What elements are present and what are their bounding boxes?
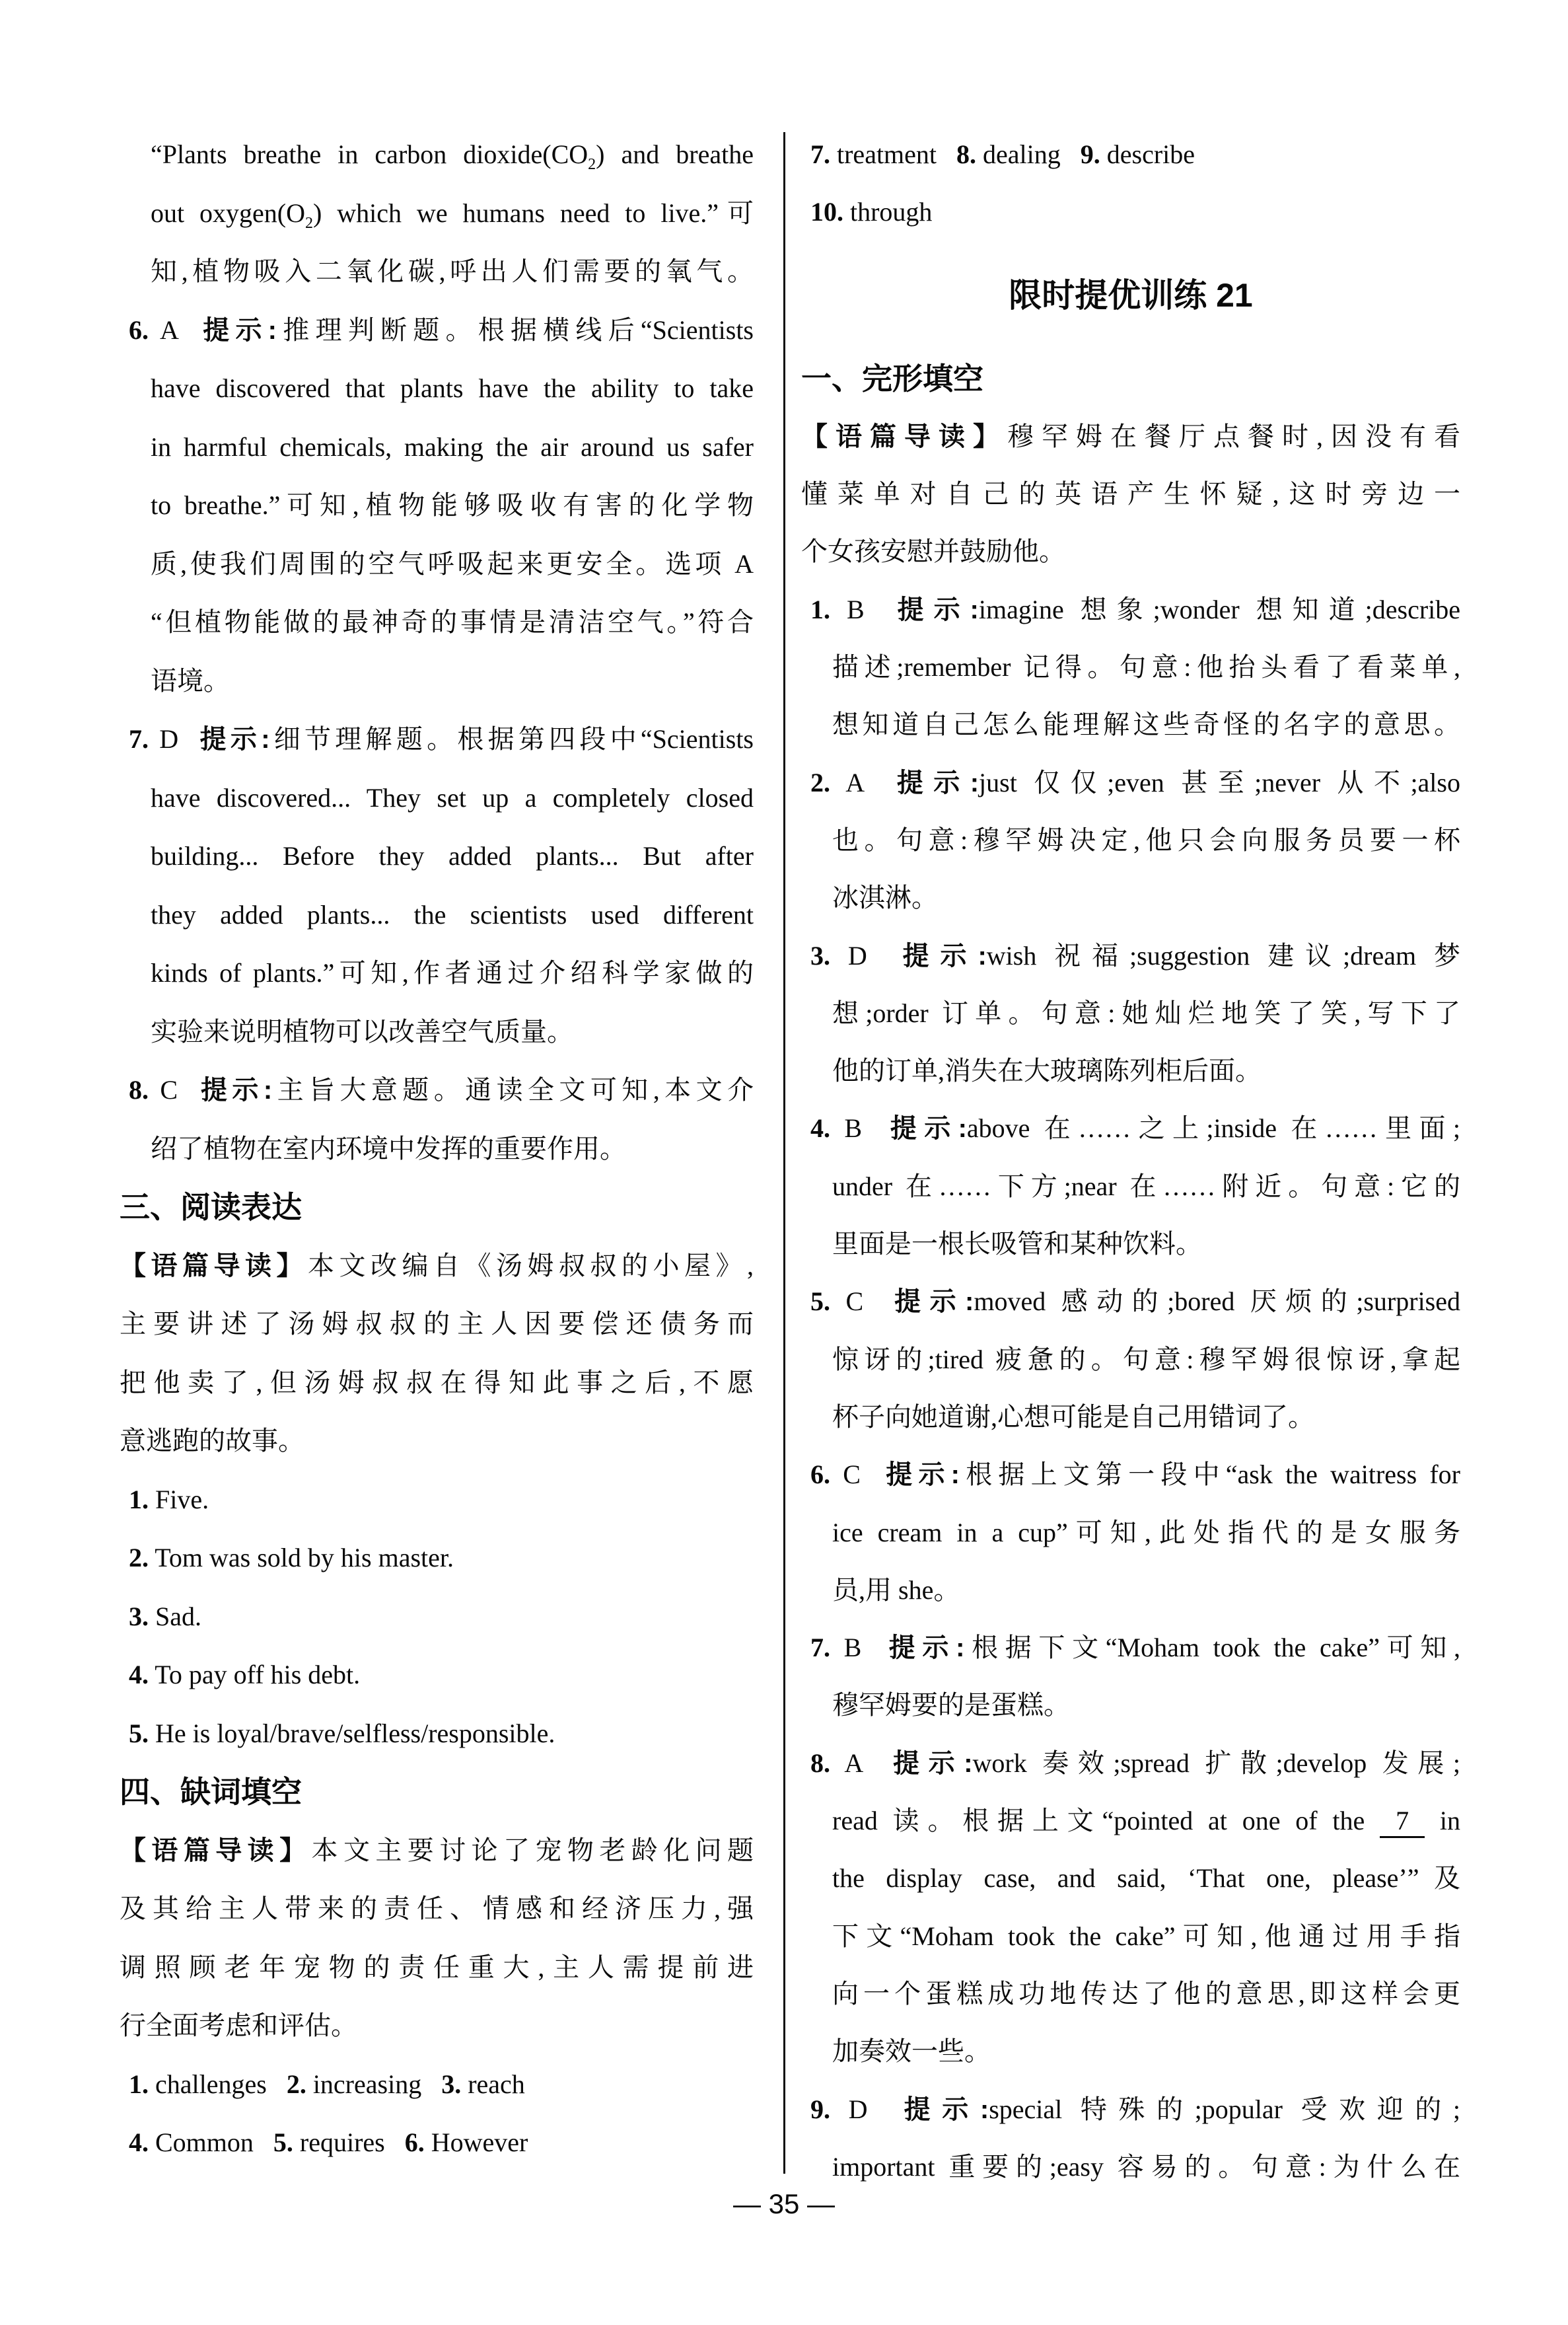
text-line [801,1965,1460,2022]
text-segment: 主要讲述了汤姆叔叔的主人因要偿还债务而 [120,1309,754,1339]
text-segment: C [830,1286,895,1317]
right-column [801,126,1460,2196]
text-segment: C [149,1075,201,1105]
text-segment: 行全面考虑和评估。 [120,2011,357,2040]
left-column [120,126,754,2172]
section-heading [801,350,1460,408]
bold-label: 【语篇导读】 [120,1251,308,1280]
text-segment: Tom was sold by his master. [149,1543,454,1572]
text-line [120,1822,754,1880]
text-segment: D [830,940,903,971]
item-number: 1. [129,2069,149,2099]
text-line [801,1676,1460,1734]
text-line [801,1907,1460,1965]
item-number: 7. [810,139,830,169]
bold-label: 提示: [902,941,987,971]
item-number: 3. [441,2069,462,2099]
text-segment: above 在……之上;inside 在……里面; [966,1113,1460,1144]
item-number: 2. [286,2069,306,2099]
text-segment: However [424,2127,528,2157]
text-line [801,2022,1460,2080]
text-line [801,2138,1460,2196]
item-number: 6. [404,2127,425,2157]
text-line [120,593,754,652]
bold-label: 【语篇导读】 [801,422,1007,451]
bold-label: 提示: [200,1076,273,1105]
bold-label: 提示: [893,1748,973,1778]
text-segment: requires [293,2127,405,2157]
text-line [801,1215,1460,1273]
text-segment: 里面是一根长吸管和某种饮料。 [832,1229,1202,1259]
text-line [801,869,1460,926]
text-segment: 描述;remember 记得。句意:他抬头看了看菜单, [832,652,1460,683]
text-line [120,1237,754,1296]
item-number: 8. [810,1748,830,1778]
text-segment: have discovered that plants have the ability to take [151,373,754,403]
bold-label: 提示: [890,1114,967,1144]
text-line [120,359,754,418]
item-number: 9. [1080,139,1100,169]
text-segment: 个女孩安慰并鼓励他。 [801,536,1065,567]
blank-underline-answer: 7 [1380,1806,1425,1838]
text-line [120,1412,754,1471]
text-line [120,1003,754,1062]
text-segment: 下文“Moham took the cake”可知,他通过用手指 [832,1921,1460,1951]
text-segment: Common [149,2127,273,2157]
text-segment: treatment [830,139,957,169]
text-segment: 推理判断题。根据横线后“Scientists [277,314,754,345]
text-segment: 把他卖了,但汤姆叔叔在得知此事之后,不愿 [120,1367,754,1397]
text-segment: He is loyal/brave/selfless/responsible. [149,1718,555,1748]
bold-label: 提示: [886,1460,960,1490]
item-number: 1. [129,1484,149,1514]
text-segment: 员,用 she。 [832,1574,960,1605]
text-segment: building... Before they added plants... But after [151,841,754,871]
text-segment: special 特殊的;popular 受欢迎的; [989,2094,1460,2124]
item-number: 6. [129,314,149,345]
item-number: 10. [810,197,843,227]
text-segment: 本文改编自《汤姆叔叔的小屋》, [308,1250,754,1280]
text-line [120,944,754,1003]
text-segment: 加奏效一些。 [832,2036,991,2067]
text-segment: the display case, and said, ‘That one, please’”及 [832,1863,1460,1894]
text-segment: wish 祝福;suggestion 建议;dream 梦 [986,940,1460,971]
text-segment: ) and breathe [596,139,754,169]
text-segment: 他的订单,消失在大玻璃陈列柜后面。 [832,1056,1262,1086]
item-number: 7. [129,724,149,754]
text-segment: imagine 想象;wonder 想知道;describe [978,594,1460,624]
item-number: 1. [810,594,830,624]
text-segment: in [1425,1806,1460,1836]
bold-label: 提示: [199,725,270,754]
bold-label: 提示: [897,595,979,624]
text-segment: To pay off his debt. [149,1660,361,1689]
text-line [801,754,1460,811]
text-segment: 惊讶的;tired 疲惫的。句意:穆罕姆很惊讶,拿起 [832,1344,1460,1374]
section-heading [120,1763,754,1822]
item-number: 2. [129,1543,149,1572]
text-line [120,418,754,477]
text-segment: have discovered... They set up a completely closed [151,782,754,813]
bold-label: 提示: [894,1287,974,1317]
text-line [120,1646,754,1705]
text-segment: Sad. [149,1601,201,1631]
text-segment: 穆罕姆在餐厅点餐时,因没有看 [1007,421,1460,451]
text-segment: ) which we humans need to live.”可 [313,198,754,228]
text-segment: A [830,767,897,797]
text-segment: “Plants breathe in carbon dioxide(CO [151,139,588,169]
exercise-set-title [801,241,1460,350]
text-line [120,1061,754,1120]
text-segment: they added plants... the scientists used different [151,899,754,930]
text-segment: 知,植物吸入二氧化碳,呼出人们需要的氧气。 [151,256,754,286]
text-segment: 调照顾老年宠物的责任重大,主人需提前进 [120,1952,754,1982]
item-number: 4. [129,1660,149,1689]
text-line [120,827,754,886]
text-segment: A [149,314,203,345]
bold-label: 限时提优训练 21 [1009,276,1253,314]
text-segment: challenges [149,2069,287,2099]
text-line [120,1588,754,1646]
text-segment: 根据上文第一段中“ask the waitress for [960,1459,1460,1490]
text-line [801,1504,1460,1561]
text-segment: work 奏效;spread 扩散;develop 发展; [972,1748,1460,1778]
subscript: 2 [305,214,313,232]
text-line [801,408,1460,465]
text-line [120,2114,754,2172]
text-line [120,1295,754,1354]
item-number: 8. [129,1075,149,1105]
text-segment: 本文主要讨论了宠物老龄化问题 [311,1835,754,1865]
bold-label: 提示: [904,2094,989,2124]
text-line [801,984,1460,1042]
subscript: 2 [588,156,596,173]
text-line [801,1099,1460,1157]
text-line [801,696,1460,753]
text-line [120,476,754,535]
text-segment: 绍了植物在室内环境中发挥的重要作用。 [151,1133,626,1163]
item-number: 5. [129,1718,149,1748]
text-segment: moved 感动的;bored 厌烦的;surprised [974,1286,1460,1317]
text-line [801,811,1460,869]
item-number: 4. [810,1113,830,1144]
column-divider [783,132,785,2174]
text-segment: A [830,1748,894,1778]
text-line [120,535,754,594]
text-line [120,1120,754,1179]
text-line [120,2055,754,2114]
text-segment: 也。句意:穆罕姆决定,他只会向服务员要一杯 [832,825,1460,855]
text-line [120,301,754,360]
item-number: 5. [810,1286,830,1317]
text-segment: just 仅仅;even 甚至;never 从不;also [979,767,1460,797]
item-number: 3. [129,1601,149,1631]
text-line [801,465,1460,523]
text-segment: 根据下文“Moham took the cake”可知, [964,1633,1460,1663]
text-segment: out oxygen(O [151,198,305,228]
text-segment: 冰淇淋。 [832,883,938,913]
text-segment: increasing [306,2069,442,2099]
item-number: 9. [810,2094,830,2124]
text-segment: 及其给主人带来的责任、情感和经济压力,强 [120,1894,754,1923]
text-line [801,523,1460,580]
text-line [801,126,1460,183]
text-segment: 穆罕姆要的是蛋糕。 [832,1690,1070,1720]
text-segment: B [830,1113,890,1144]
text-line [120,1938,754,1997]
text-segment: important 重要的;easy 容易的。句意:为什么在 [832,2151,1460,2182]
text-segment: in harmful chemicals, making the air around us safer [151,431,754,462]
text-line [120,184,754,243]
text-line [801,1619,1460,1676]
text-line [801,1849,1460,1907]
text-segment: B [830,594,898,624]
text-line [120,886,754,945]
text-line [801,1042,1460,1099]
text-line [801,927,1460,984]
item-number: 5. [273,2127,293,2157]
item-number: 4. [129,2127,149,2157]
text-line [120,1529,754,1588]
item-number: 6. [810,1459,830,1490]
text-segment: 向一个蛋糕成功地传达了他的意思,即这样会更 [832,1978,1460,2009]
text-line [801,1331,1460,1388]
item-number: 7. [810,1633,830,1663]
text-segment: read 读。根据上文“pointed at one of the [832,1806,1380,1836]
text-segment: dealing [976,139,1081,169]
text-segment: D [830,2094,904,2124]
text-line [801,2081,1460,2138]
text-segment: under 在……下方;near 在……附近。句意:它的 [832,1171,1460,1201]
text-segment: “但植物能做的最神奇的事情是清洁空气。”符合 [151,607,754,637]
bold-label: 提示: [896,768,980,797]
text-segment: 杯子向她道谢,心想可能是自己用错词了。 [832,1401,1314,1432]
bold-label: 一、完形填空 [801,361,983,396]
item-number: 8. [956,139,977,169]
text-line [801,183,1460,240]
text-segment: D [149,724,200,754]
text-segment: 语境。 [151,665,230,696]
text-line [801,1446,1460,1503]
item-number: 2. [810,767,830,797]
text-segment: 想知道自己怎么能理解这些奇怪的名字的意思。 [832,710,1460,740]
text-segment: to breathe.”可知,植物能够吸收有害的化学物 [151,490,754,520]
text-segment: describe [1100,139,1195,169]
text-segment: Five. [149,1484,209,1514]
text-line [801,1273,1460,1330]
text-segment: 想;order 订单。句意:她灿烂地笑了笑,写下了 [832,998,1460,1028]
text-line [801,1792,1460,1849]
bold-label: 提示: [203,315,277,345]
text-line [120,1997,754,2055]
text-line [120,1880,754,1938]
section-heading [120,1178,754,1237]
text-line [801,638,1460,696]
text-segment: kinds of plants.”可知,作者通过介绍科学家做的 [151,958,754,988]
text-segment: C [830,1459,886,1490]
text-line [120,1471,754,1530]
text-segment: 意逃跑的故事。 [120,1426,304,1456]
text-segment: through [843,197,933,227]
text-segment: B [830,1633,889,1663]
text-line [801,581,1460,638]
text-segment: 主旨大意题。通读全文可知,本文介 [272,1075,754,1105]
text-line [801,1158,1460,1215]
text-line [120,652,754,711]
text-line [120,126,754,184]
text-line [120,769,754,828]
text-segment: 实验来说明植物可以改善空气质量。 [151,1016,573,1047]
text-segment: 细节理解题。根据第四段中“Scientists [269,724,754,754]
text-line [120,1705,754,1763]
bold-label: 四、缺词填空 [120,1775,302,1809]
bold-label: 提示: [888,1633,965,1663]
text-segment: ice cream in a cup”可知,此处指代的是女服务 [832,1517,1460,1547]
text-segment: reach [461,2069,525,2099]
text-line [120,242,754,301]
text-line [120,1354,754,1413]
page-number: — 35 — [732,2188,836,2219]
text-segment: 质,使我们周围的空气呼吸起来更安全。选项 A [151,548,754,579]
text-line [120,710,754,769]
text-segment: 懂菜单对自己的英语产生怀疑,这时旁边一 [801,479,1460,509]
bold-label: 【语篇导读】 [120,1835,312,1865]
text-line [801,1561,1460,1619]
item-number: 3. [810,940,830,971]
text-line [801,1388,1460,1446]
bold-label: 三、阅读表达 [120,1190,302,1224]
text-line [801,1734,1460,1792]
